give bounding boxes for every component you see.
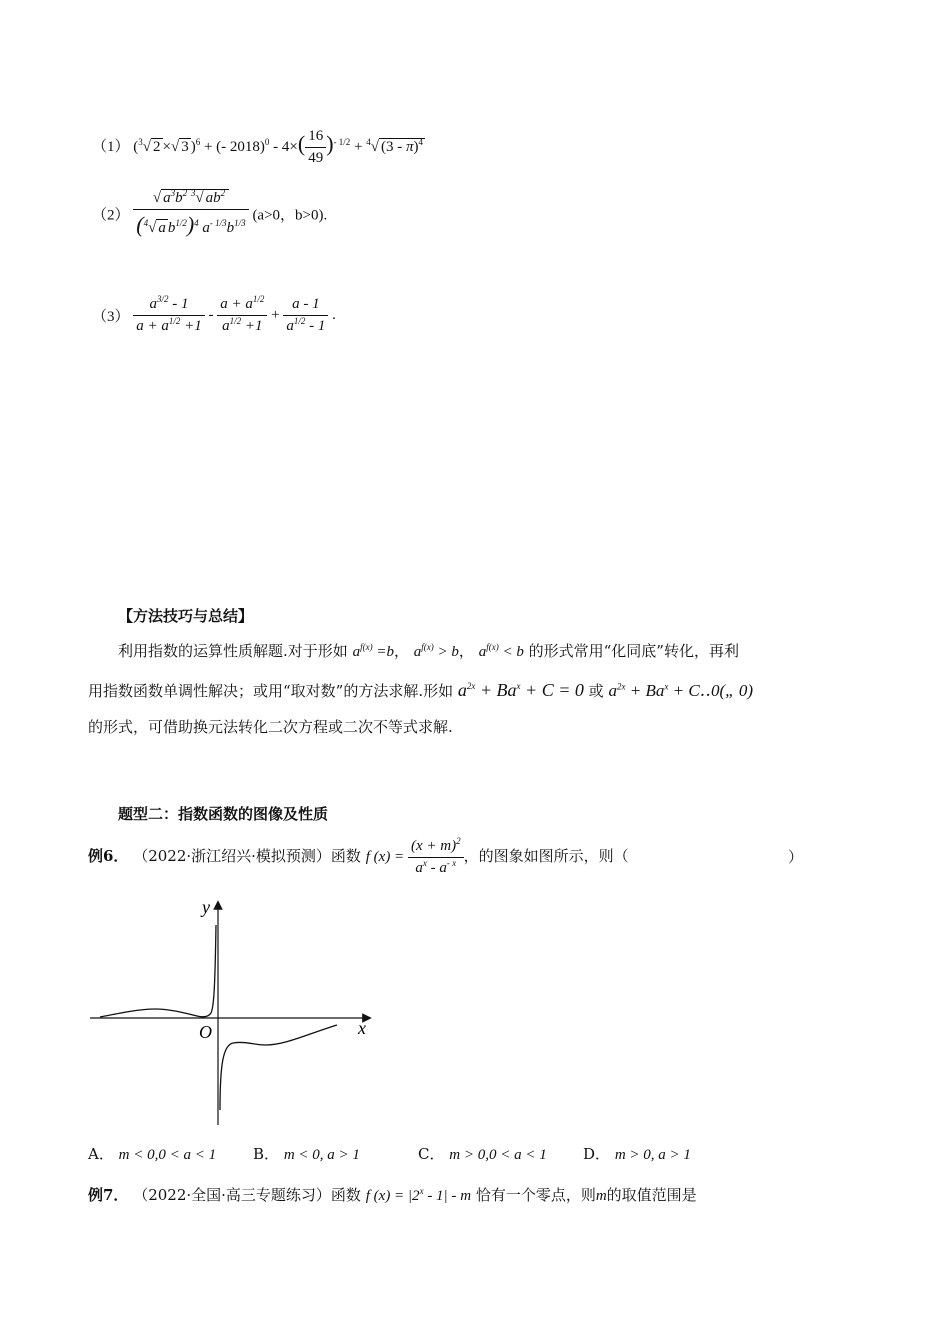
method-line-1-a: 利用指数的运算性质解题.对于形如 <box>118 642 348 660</box>
method-line-2-or: 或 <box>588 682 604 700</box>
example-7-after-b: 的取值范围是 <box>606 1186 697 1204</box>
option-c-letter: C． <box>418 1145 445 1163</box>
section-2-heading: 题型二：指数函数的图像及性质 <box>118 805 329 823</box>
option-d[interactable] <box>583 1143 691 1164</box>
method-line-2 <box>88 680 753 701</box>
example-6-function: f (x) = $\frac{(x + m)^2}{a^x - a^{- x}}$ <box>366 849 464 865</box>
problem-2 <box>92 190 327 238</box>
option-a-text: m < 0,0 < a < 1 <box>118 1147 217 1163</box>
problem-3: （3） $\frac{a^{3/2} - 1}{a + a^{1/2} +1}$ - $\frac{a + a^{1/2}}{a^{1/2} +1}$ + $\frac{a - 1}{a^{1/2} - 1}$ . <box>92 294 336 334</box>
example-7-source: （2022·全国·高三专题练习）函数 <box>133 1186 361 1204</box>
method-line-1: 利用指数的运算性质解题.对于形如 $a^{f(x)} =b$， $a^{f(x)} > b$， $a^{f(x)} < b$ 的形式常用“化同底”转化，再利 <box>118 642 739 660</box>
method-line-3: 的形式，可借助换元法转化二次方程或二次不等式求解. <box>88 718 453 736</box>
option-c[interactable] <box>418 1143 547 1164</box>
problem-3-tail: . <box>332 307 336 323</box>
example-7 <box>88 1184 697 1205</box>
option-d-text: m > 0, a > 1 <box>614 1147 691 1163</box>
y-axis-label: y <box>202 897 210 917</box>
function-graph <box>85 895 385 1135</box>
origin-label: O <box>199 1022 212 1042</box>
method-line-1-b: 的形式常用“化同底”转化，再利 <box>528 642 739 660</box>
option-b[interactable] <box>253 1143 360 1164</box>
x-axis-label: x <box>358 1018 366 1038</box>
problem-1-label: （1） <box>92 138 130 155</box>
formula-eq-b: $a^{f(x)} =b$ <box>352 642 394 660</box>
formula-lt-b: $a^{f(x)} < b$ <box>478 642 524 660</box>
example-7-after-a: 恰有一个零点，则 <box>475 1186 596 1204</box>
problem-2-fraction: $\frac{√ a^3b^2 ^3√ ab^2}{(^4√ a b^{1/2})^4 a^{- 1/3}b^{1/3}}$ <box>133 190 248 238</box>
curve-left-branch <box>100 925 216 1017</box>
example-6-source: （2022·浙江绍兴·模拟预测）函数 <box>133 846 361 865</box>
problem-2-label-text: （2） <box>92 207 130 224</box>
example-6-close-paren: ） <box>788 848 804 866</box>
option-b-letter: B． <box>253 1145 280 1163</box>
problem-2-condition: (a>0，b>0). <box>252 207 328 224</box>
problem-1-expression: ($^3$√ 2 ×√ 3 )$^6$ + (- 2018)$^0$ - 4×( $\frac{16}{49}$ )$^{- 1/2}$ + $^4$√ (3 - π)$^4$ <box>133 128 423 166</box>
option-a-letter: A． <box>88 1145 114 1163</box>
formula-quadratic-eq: $a^{2x} + Ba^x + C = 0$ <box>457 680 584 700</box>
option-d-letter: D． <box>583 1145 611 1163</box>
method-heading: 【方法技巧与总结】 <box>118 607 254 625</box>
example-7-label: 例7． <box>88 1186 129 1204</box>
example-6-after: ，的图象如图所示，则（ <box>463 846 629 865</box>
problem-1 <box>92 128 425 167</box>
option-c-text: m > 0,0 < a < 1 <box>449 1147 547 1163</box>
example-6-label: 例6． <box>88 846 129 865</box>
option-b-text: m < 0, a > 1 <box>283 1147 360 1163</box>
method-line-2-a: 用指数函数单调性解决；或用“取对数”的方法求解.形如 <box>88 682 454 700</box>
example-7-function: f $(x) = |2^x - 1| - m$ <box>365 1186 472 1204</box>
example-6 <box>88 838 629 877</box>
example-7-var: m <box>595 1188 607 1204</box>
problem-3-label: （3） <box>92 309 130 325</box>
option-a[interactable] <box>88 1143 216 1164</box>
curve-right-branch <box>220 1025 337 1110</box>
formula-quadratic-ineq: $a^{2x} + Ba^x$ + C‥0(„ 0) <box>608 681 754 700</box>
formula-gt-b: $a^{f(x)} > b$ <box>413 642 459 660</box>
